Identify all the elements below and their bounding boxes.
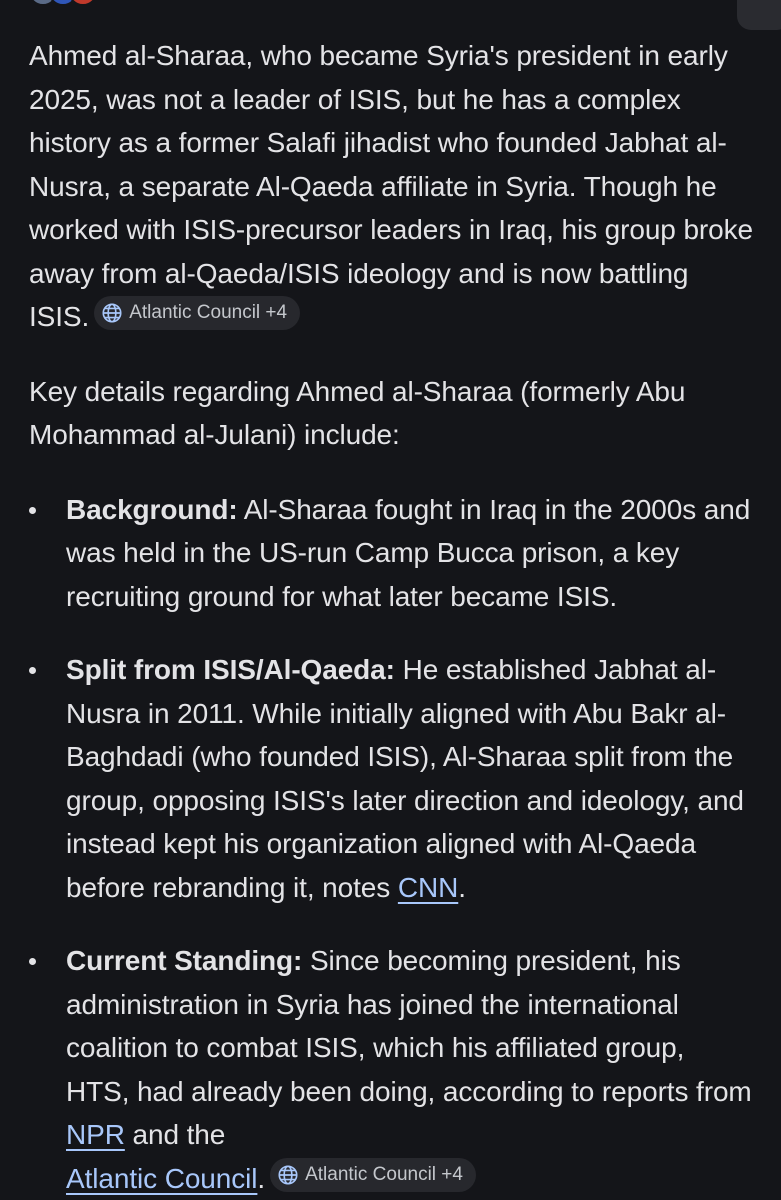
- atlantic-council-link[interactable]: Atlantic Council: [66, 1162, 258, 1194]
- key-details-intro: Key details regarding Ahmed al-Sharaa (formerly Abu Mohammad al-Julani) include:: [29, 375, 686, 450]
- corner-action-button[interactable]: [737, 0, 781, 30]
- source-favicon: [68, 0, 98, 6]
- globe-icon: [277, 1164, 299, 1186]
- detail-text-middle: and the: [124, 1119, 226, 1150]
- list-item: [29, 648, 755, 909]
- globe-icon: [101, 302, 123, 324]
- detail-term: Current Standing:: [66, 945, 303, 976]
- bullet-dot: [29, 958, 36, 965]
- intro-paragraph: [29, 34, 755, 339]
- sentence-end: .: [257, 1162, 266, 1194]
- source-chip[interactable]: [270, 1158, 476, 1192]
- source-chip[interactable]: [94, 296, 300, 330]
- bullet-dot: [29, 507, 36, 514]
- list-item: [29, 939, 755, 1200]
- bullet-dot: [29, 667, 36, 674]
- detail-term: Split from ISIS/Al-Qaeda:: [66, 654, 395, 685]
- detail-text: Since becoming president, his administration in Syria has joined the international coalition to combat ISIS, which his affiliated group, HTS, had already been doing, according to reports from: [66, 945, 752, 1107]
- detail-text: Al-Sharaa fought in Iraq in the 2000s and was held in the US-run Camp Bucca prison, a key recruiting ground for what later became ISIS.: [66, 493, 751, 612]
- detail-term: Background:: [66, 493, 238, 525]
- detail-text: He established Jabhat al-Nusra in 2011. While initially aligned with Abu Bakr al-Baghdadi (who founded ISIS), Al-Sharaa split from the group, opposing ISIS's later direction and ideology, and instead kept his organization aligned with Al-Qaeda before rebranding it, notes: [66, 654, 744, 903]
- intro-text: Ahmed al-Sharaa, who became Syria's president in early 2025, was not a leader of ISIS, but he has a complex history as a former Salafi jihadist who founded Jabhat al-Nusra, a separate Al-Qaeda affiliate in Syria. Though he worked with ISIS-precursor leaders in Iraq, his group broke away from al-Qaeda/ISIS ideology and is now battling ISIS.: [29, 40, 753, 332]
- source-chip-label: Atlantic Council +4: [129, 302, 288, 323]
- source-favicons[interactable]: [28, 0, 88, 6]
- details-list: [29, 488, 755, 1200]
- npr-link[interactable]: NPR: [66, 1119, 125, 1150]
- source-chip-label: Atlantic Council +4: [305, 1163, 463, 1185]
- ai-overview-response: [29, 34, 755, 1200]
- list-item: [29, 488, 755, 619]
- sentence-end: .: [458, 871, 466, 903]
- cnn-link[interactable]: CNN: [397, 871, 459, 903]
